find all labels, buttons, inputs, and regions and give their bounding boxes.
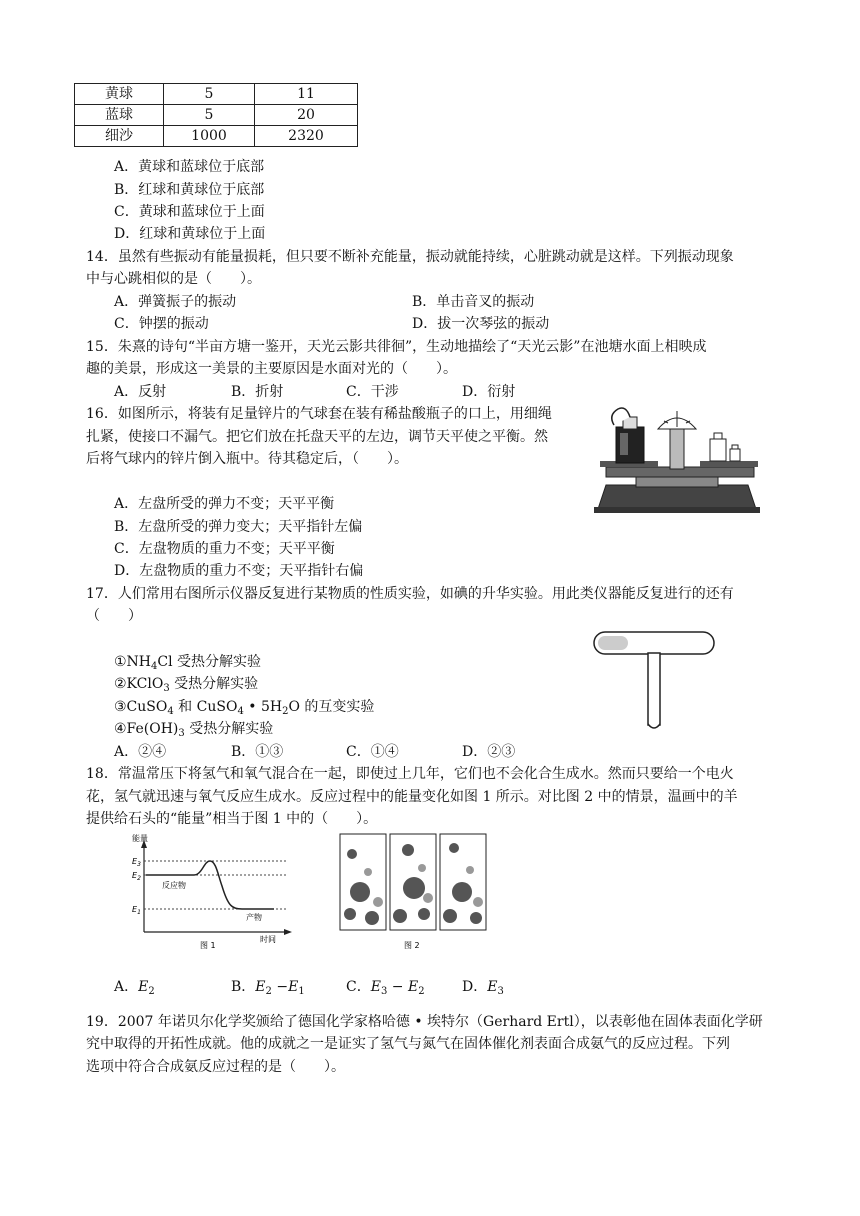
q14-option-b: B．单击音叉的振动	[412, 294, 535, 310]
table-row	[75, 105, 358, 126]
q15-option-c: C．干涉	[346, 384, 399, 400]
q15-option-d: D．衍射	[462, 384, 516, 400]
q16-option-a: A．左盘所受的弹力不变；天平平衡	[114, 496, 335, 512]
q17-item-2: ②KClO$_3$ 受热分解实验	[114, 676, 259, 694]
q16-option-c: C．左盘物质的重力不变；天平平衡	[114, 541, 335, 557]
q14-option-a: A．弹簧振子的振动	[114, 294, 237, 310]
q17-option-d: D．②③	[462, 744, 516, 760]
table-cell: 黄球	[75, 84, 164, 105]
data-table	[74, 83, 358, 147]
fig1-e1-label: $E_1$	[132, 905, 141, 916]
q17-stem-1: 17．人们常用右图所示仪器反复进行某物质的性质实验，如碘的升华实验。用此类仪器能反复进行的还有	[86, 586, 734, 602]
q18-stem-2: 花，氢气就迅速与氧气反应生成水。反应过程中的能量变化如图 1 所示。对比图 2 中的情景，温画中的羊	[86, 789, 738, 805]
table-cell: 20	[255, 105, 358, 126]
q18-option-c: C．$E_3 - E_2$	[346, 979, 425, 997]
fig1-xlabel: 时间	[260, 935, 276, 944]
q13-option-b: B．红球和黄球位于底部	[114, 182, 265, 198]
q15-stem-1: 15．朱熹的诗句“半亩方塘一鉴开，天光云影共徘徊”，生动地描绘了“天光云影”在池塘水面上相映成	[86, 339, 707, 355]
fig1-e2-label: $E_2$	[132, 871, 141, 882]
q14-stem-1: 14．虽然有些振动有能量损耗，但只要不断补充能量，振动就能持续，心脏跳动就是这样。下列振动现象	[86, 249, 734, 265]
q19-stem-2: 究中取得的开拓性成就。他的成就之一是证实了氢气与氮气在固体催化剂表面合成氨气的反应过程。下列	[86, 1036, 730, 1052]
q17-item-1: $①NH_4Cl$ 受热分解实验	[114, 654, 262, 672]
q15-option-a: A．反射	[114, 384, 167, 400]
q14-option-c: C．钟摆的振动	[114, 316, 209, 332]
q17-option-c: C．①④	[346, 744, 399, 760]
fig1-e3-label: $E_3$	[132, 857, 141, 868]
sealed-tube-figure	[590, 628, 720, 738]
table-cell: 11	[255, 84, 358, 105]
q15-stem-2: 趣的美景，形成这一美景的主要原因是水面对光的（ ）。	[86, 361, 457, 377]
q17-option-b: B．①③	[231, 744, 284, 760]
cartoon-fig2	[338, 832, 490, 952]
table-cell: 5	[164, 84, 255, 105]
q15-option-b: B．折射	[231, 384, 284, 400]
table-cell: 蓝球	[75, 105, 164, 126]
q18-option-d: D．$E_3$	[462, 979, 504, 997]
table-row	[75, 126, 358, 147]
table-cell: 1000	[164, 126, 255, 147]
table-cell: 2320	[255, 126, 358, 147]
q17-item-3: ③CuSO$_4$ 和 CuSO$_4$ • $5H_2O$ 的互变实验	[114, 699, 375, 717]
fig2-caption: 图 2	[404, 941, 420, 950]
q16-stem-3: 后将气球内的锌片倒入瓶中。待其稳定后，（ ）。	[86, 451, 408, 467]
q18-stem-1: 18．常温常压下将氢气和氧气混合在一起，即使过上几年，它们也不会化合生成水。然而只要给一个电火	[86, 766, 734, 782]
q18-stem-3: 提供给石头的“能量”相当于图 1 中的（ ）。	[86, 811, 378, 827]
q18-option-b: B．$E_2 -E_1$	[231, 979, 305, 997]
q13-option-c: C．黄球和蓝球位于上面	[114, 204, 265, 220]
table-cell: 细沙	[75, 126, 164, 147]
q18-option-a: A．$E_2$	[114, 979, 155, 997]
q13-option-a: A．黄球和蓝球位于底部	[114, 159, 265, 175]
table-row	[75, 84, 358, 105]
q14-stem-2: 中与心跳相似的是（ ）。	[86, 271, 261, 287]
fig1-reactant-label: 反应物	[162, 881, 186, 890]
q16-option-b: B．左盘所受的弹力变大；天平指针左偏	[114, 519, 363, 535]
fig1-product-label: 产物	[246, 913, 262, 922]
energy-diagram-fig1	[128, 832, 298, 952]
q19-stem-3: 选项中符合合成氨反应过程的是（ ）。	[86, 1059, 345, 1075]
q17-option-a: A．②④	[114, 744, 167, 760]
q13-option-d: D．红球和黄球位于上面	[114, 226, 266, 242]
q16-option-d: D．左盘物质的重力不变；天平指针右偏	[114, 563, 364, 579]
fig1-ylabel: 能量	[132, 834, 148, 843]
q17-item-4: $④Fe(OH)_3$ 受热分解实验	[114, 721, 274, 739]
fig1-caption: 图 1	[200, 941, 216, 950]
q17-stem-2: （ ）	[86, 608, 142, 624]
q14-option-d: D．拔一次琴弦的振动	[412, 316, 550, 332]
q16-stem-2: 扎紧，使接口不漏气。把它们放在托盘天平的左边，调节天平使之平衡。然	[86, 429, 548, 445]
q16-stem-1: 16．如图所示，将装有足量锌片的气球套在装有稀盐酸瓶子的口上，用细绳	[86, 406, 552, 422]
balance-figure	[588, 403, 766, 515]
q19-stem-1: 19．2007 年诺贝尔化学奖颁给了德国化学家格哈德 • 埃特尔（Gerhard Ertl），以表彰他在固体表面化学研	[86, 1014, 763, 1030]
table-cell: 5	[164, 105, 255, 126]
